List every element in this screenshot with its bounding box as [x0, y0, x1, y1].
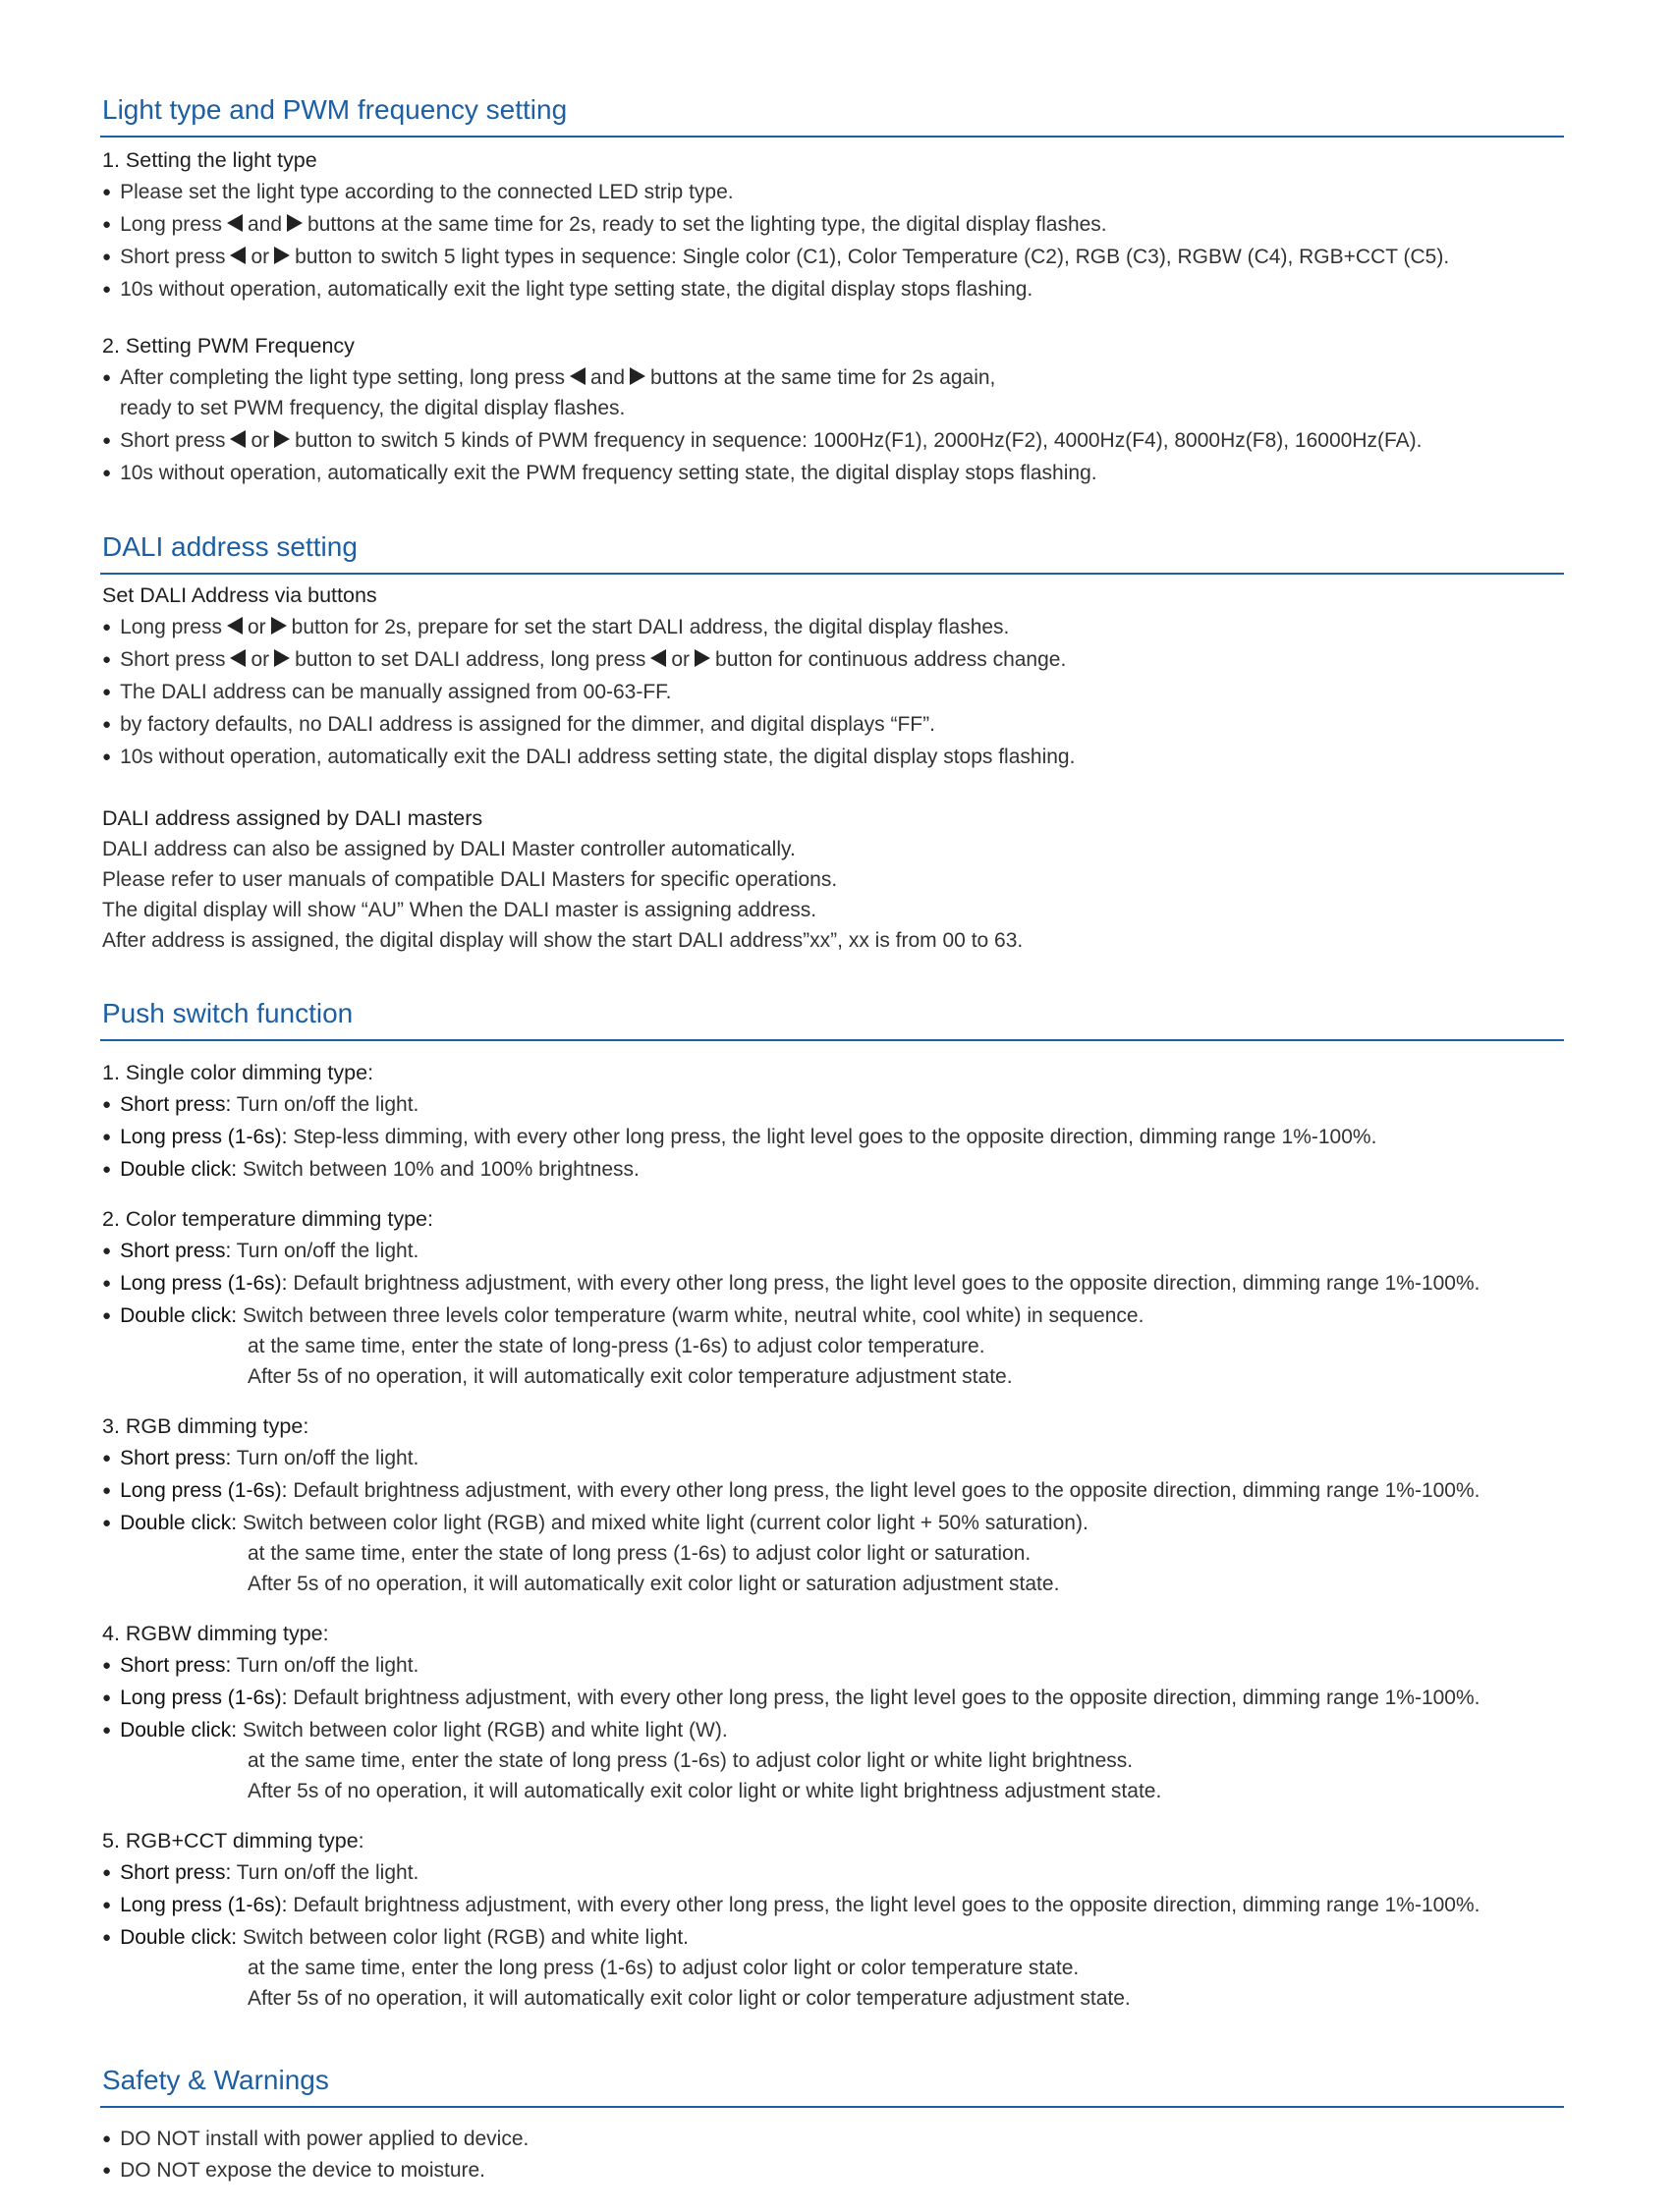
left-arrow-icon	[570, 367, 586, 385]
right-arrow-icon	[274, 247, 290, 264]
bullet-dali-5: ● 10s without operation, automatically exit the DALI address setting state, the digital display stops flashing.	[102, 743, 1075, 774]
rgbw-double-click-line-3: After 5s of no operation, it will automatically exit color light or white light brightness adjustment state.	[248, 1780, 1162, 1802]
bullet-pwm-1: ● After completing the light type setting, long press and buttons at the same time for 2s again,	[102, 363, 995, 395]
rgbw-long-press: ● Long press (1-6s): Default brightness adjustment, with every other long press, the light level goes to the opposite direction, dimming range 1%-100%.	[102, 1684, 1480, 1715]
section-title-dali-address: DALI address setting	[100, 527, 1564, 575]
subheading-dali-masters: DALI address assigned by DALI masters	[102, 806, 483, 830]
cct-long-press: ● Long press (1-6s): Default brightness adjustment, with every other long press, the light level goes to the opposite direction, dimming range 1%-100%.	[102, 1269, 1480, 1300]
rgb-long-press: ● Long press (1-6s): Default brightness adjustment, with every other long press, the light level goes to the opposite direction, dimming range 1%-100%.	[102, 1476, 1480, 1508]
bullet-light-type-4: ● 10s without operation, automatically exit the light type setting state, the digital display stops flashing.	[102, 275, 1032, 306]
cct-short-press: ● Short press: Turn on/off the light.	[102, 1237, 418, 1268]
left-arrow-icon	[650, 649, 666, 667]
paragraph-dali-masters-2: Please refer to user manuals of compatible DALI Masters for specific operations.	[102, 868, 838, 891]
safety-warning-1: ● DO NOT install with power applied to device.	[102, 2125, 529, 2156]
cct-double-click-line-3: After 5s of no operation, it will automatically exit color temperature adjustment state.	[248, 1365, 1013, 1388]
rgbw-double-click: ● Double click: Switch between color light (RGB) and white light (W).	[102, 1716, 728, 1747]
rgb-short-press: ● Short press: Turn on/off the light.	[102, 1444, 418, 1475]
safety-warning-2: ● DO NOT expose the device to moisture.	[102, 2156, 485, 2187]
single-color-double-click: ● Double click: Switch between 10% and 100% brightness.	[102, 1155, 640, 1187]
rgbw-double-click-line-2: at the same time, enter the state of long press (1-6s) to adjust color light or white light brightness.	[248, 1749, 1134, 1772]
right-arrow-icon	[271, 617, 287, 635]
bullet-dali-2: ● Short press or button to set DALI address, long press or button for continuous address change.	[102, 645, 1066, 677]
rgb-double-click-line-2: at the same time, enter the state of long press (1-6s) to adjust color light or saturation.	[248, 1542, 1032, 1565]
subheading-rgbw: 4. RGBW dimming type:	[102, 1622, 329, 1645]
subheading-rgb-cct: 5. RGB+CCT dimming type:	[102, 1829, 364, 1853]
bullet-dali-1: ● Long press or button for 2s, prepare for set the start DALI address, the digital display flashes.	[102, 613, 1009, 644]
bullet-pwm-3: ● 10s without operation, automatically exit the PWM frequency setting state, the digital display stops flashing.	[102, 459, 1097, 490]
left-arrow-icon	[230, 649, 246, 667]
right-arrow-icon	[695, 649, 710, 667]
bullet-light-type-3: ● Short press or button to switch 5 light types in sequence: Single color (C1), Color Temperature (C2), RGB (C3), RGBW (C4), RGB+CCT (C5).	[102, 243, 1449, 274]
cct-double-click: ● Double click: Switch between three levels color temperature (warm white, neutral white, cool white) in sequence.	[102, 1301, 1144, 1333]
bullet-pwm-1-continued: ready to set PWM frequency, the digital display flashes.	[120, 397, 626, 419]
rgb-double-click: ● Double click: Switch between color light (RGB) and mixed white light (current color light + 50% saturation).	[102, 1509, 1088, 1540]
cct-double-click-line-2: at the same time, enter the state of long-press (1-6s) to adjust color temperature.	[248, 1335, 985, 1357]
left-arrow-icon	[227, 214, 243, 232]
left-arrow-icon	[227, 617, 243, 635]
rgbcct-long-press: ● Long press (1-6s): Default brightness adjustment, with every other long press, the light level goes to the opposite direction, dimming range 1%-100%.	[102, 1891, 1480, 1922]
bullet-light-type-2: ● Long press and buttons at the same time for 2s, ready to set the lighting type, the digital display flashes.	[102, 210, 1107, 242]
bullet-dali-4: ● by factory defaults, no DALI address is assigned for the dimmer, and digital displays “FF”.	[102, 710, 935, 742]
subheading-color-temperature: 2. Color temperature dimming type:	[102, 1207, 433, 1231]
bullet-light-type-1: ● Please set the light type according to the connected LED strip type.	[102, 178, 734, 209]
section-title-light-type: Light type and PWM frequency setting	[100, 90, 1564, 138]
right-arrow-icon	[287, 214, 303, 232]
single-color-long-press: ● Long press (1-6s): Step-less dimming, with every other long press, the light level goes to the opposite direction, dimming range 1%-100%.	[102, 1123, 1376, 1154]
subheading-setting-light-type: 1. Setting the light type	[102, 148, 317, 172]
rgbw-short-press: ● Short press: Turn on/off the light.	[102, 1651, 418, 1683]
right-arrow-icon	[274, 430, 290, 448]
left-arrow-icon	[230, 430, 246, 448]
subheading-dali-via-buttons: Set DALI Address via buttons	[102, 583, 377, 607]
right-arrow-icon	[274, 649, 290, 667]
rgbcct-short-press: ● Short press: Turn on/off the light.	[102, 1858, 418, 1890]
single-color-short-press: ● Short press: Turn on/off the light.	[102, 1090, 418, 1122]
paragraph-dali-masters-4: After address is assigned, the digital display will show the start DALI address”xx”, xx is from 00 to 63.	[102, 929, 1024, 952]
rgbcct-double-click: ● Double click: Switch between color light (RGB) and white light.	[102, 1923, 689, 1955]
rgbcct-double-click-line-3: After 5s of no operation, it will automatically exit color light or color temperature adjustment state.	[248, 1987, 1131, 2010]
section-title-push-switch: Push switch function	[100, 994, 1564, 1041]
right-arrow-icon	[630, 367, 645, 385]
paragraph-dali-masters-1: DALI address can also be assigned by DALI Master controller automatically.	[102, 838, 796, 860]
subheading-rgb: 3. RGB dimming type:	[102, 1414, 309, 1438]
section-title-safety: Safety & Warnings	[100, 2061, 1564, 2108]
subheading-pwm-frequency: 2. Setting PWM Frequency	[102, 334, 355, 358]
rgb-double-click-line-3: After 5s of no operation, it will automatically exit color light or saturation adjustment state.	[248, 1573, 1060, 1595]
bullet-dali-3: ● The DALI address can be manually assigned from 00-63-FF.	[102, 678, 672, 709]
rgbcct-double-click-line-2: at the same time, enter the long press (1-6s) to adjust color light or color temperature state.	[248, 1957, 1080, 1979]
subheading-single-color: 1. Single color dimming type:	[102, 1061, 374, 1084]
left-arrow-icon	[230, 247, 246, 264]
bullet-pwm-2: ● Short press or button to switch 5 kinds of PWM frequency in sequence: 1000Hz(F1), 2000Hz(F2), 4000Hz(F4), 8000Hz(F8), 16000Hz(FA).	[102, 426, 1422, 458]
paragraph-dali-masters-3: The digital display will show “AU” When the DALI master is assigning address.	[102, 899, 817, 921]
